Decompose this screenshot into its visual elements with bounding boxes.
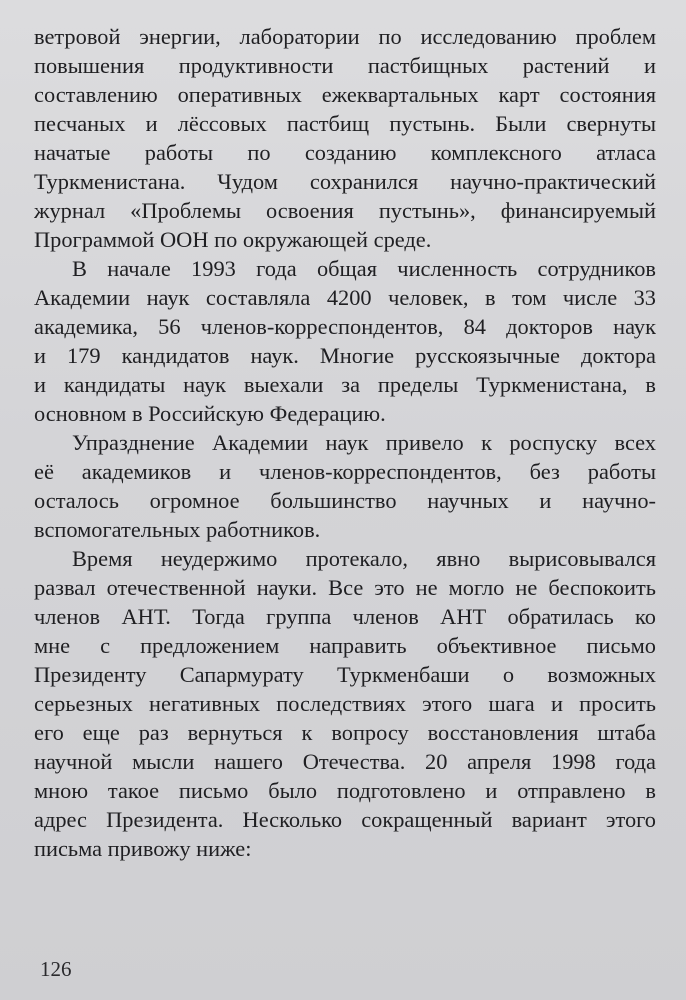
text-line: письма привожу ниже: bbox=[34, 836, 252, 861]
text-line: адрес Президента. Несколько сокращенный вариант этого bbox=[34, 807, 656, 832]
text-line: Время неудержимо протекало, явно вырисовывался bbox=[72, 546, 656, 571]
text-line: журнал «Проблемы освоения пустынь», финансируемый bbox=[34, 198, 656, 223]
text-line: составлению оперативных ежеквартальных карт состояния bbox=[34, 82, 656, 107]
text-line: осталось огромное большинство научных и научно- bbox=[34, 488, 656, 513]
text-line: начатые работы по созданию комплексного атласа bbox=[34, 140, 656, 165]
text-line: и кандидаты наук выехали за пределы Туркменистана, в bbox=[34, 372, 656, 397]
page-number: 126 bbox=[40, 957, 72, 981]
text-line: В начале 1993 года общая численность сотрудников bbox=[72, 256, 656, 281]
paragraph bbox=[34, 22, 656, 254]
text-line: основном в Российскую Федерацию. bbox=[34, 401, 386, 426]
text-line: мне с предложением направить объективное письмо bbox=[34, 633, 656, 658]
text-line: серьезных негативных последствиях этого шага и просить bbox=[34, 691, 656, 716]
text-line: мною такое письмо было подготовлено и отправлено в bbox=[34, 778, 656, 803]
paragraph bbox=[34, 544, 656, 863]
paragraph bbox=[34, 254, 656, 428]
text-line: Академии наук составляла 4200 человек, в том числе 33 bbox=[34, 285, 656, 310]
text-line: членов АНТ. Тогда группа членов АНТ обратилась ко bbox=[34, 604, 656, 629]
text-line: и 179 кандидатов наук. Многие русскоязычные доктора bbox=[34, 343, 656, 368]
text-line: песчаных и лёссовых пастбищ пустынь. Были свернуты bbox=[34, 111, 656, 136]
text-line: Программой ООН по окружающей среде. bbox=[34, 227, 432, 252]
text-line: академика, 56 членов-корреспондентов, 84 докторов наук bbox=[34, 314, 656, 339]
text-line: научной мысли нашего Отечества. 20 апреля 1998 года bbox=[34, 749, 656, 774]
paragraph bbox=[34, 428, 656, 544]
text-line: Упразднение Академии наук привело к роспуску всех bbox=[72, 430, 656, 455]
text-line: Президенту Сапармурату Туркменбаши о возможных bbox=[34, 662, 656, 687]
text-line: повышения продуктивности пастбищных растений и bbox=[34, 53, 656, 78]
text-line: Туркменистана. Чудом сохранился научно-практический bbox=[34, 169, 656, 194]
text-line: вспомогательных работников. bbox=[34, 517, 321, 542]
text-line: его еще раз вернуться к вопросу восстановления штаба bbox=[34, 720, 656, 745]
text-line: ветровой энергии, лаборатории по исследованию проблем bbox=[34, 24, 656, 49]
text-line: её академиков и членов-корреспондентов, без работы bbox=[34, 459, 656, 484]
body-text bbox=[34, 22, 656, 863]
text-line: развал отечественной науки. Все это не могло не беспокоить bbox=[34, 575, 656, 600]
